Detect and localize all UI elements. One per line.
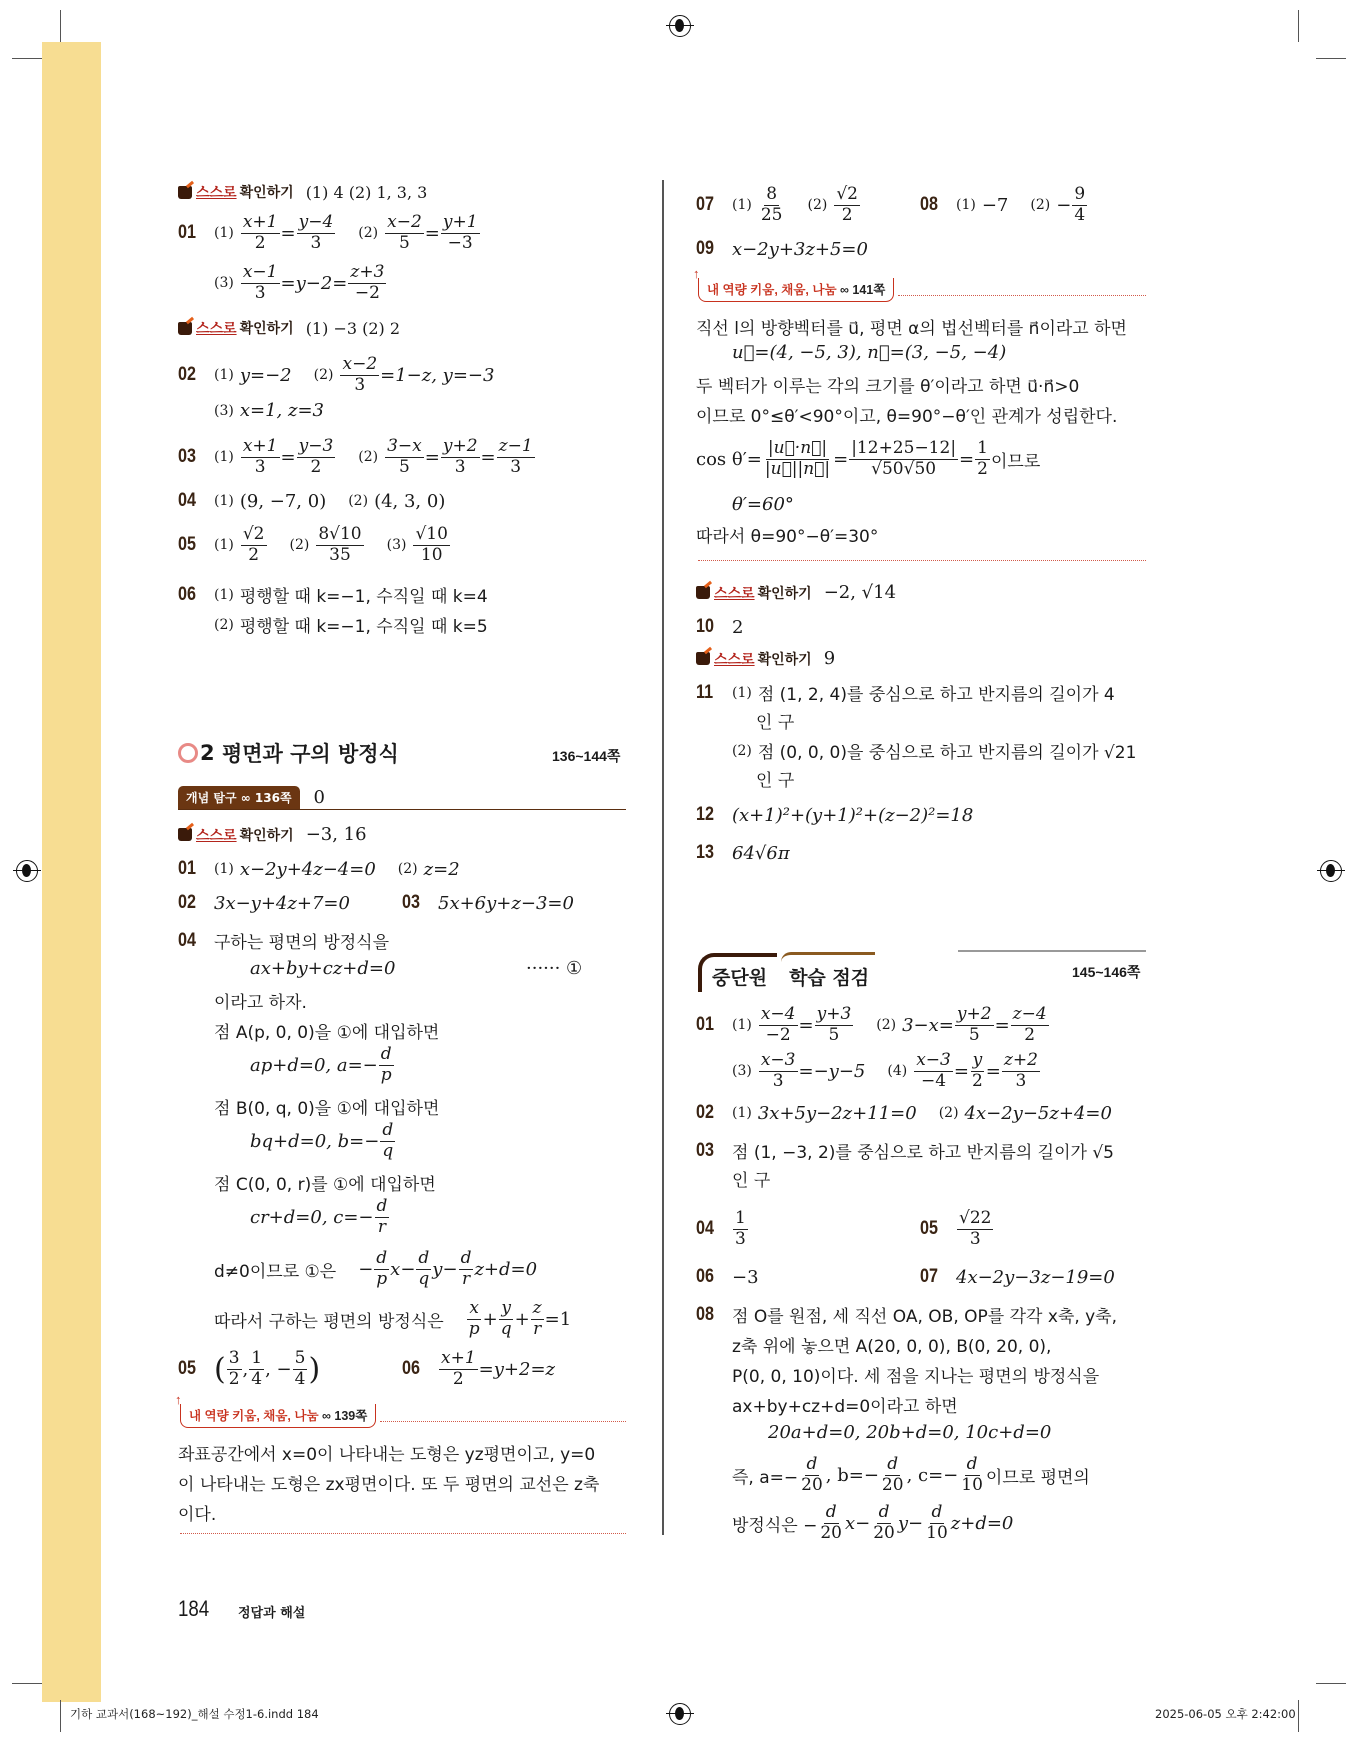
answer-s03: 03 5x+6y+z−3=0 (402, 892, 574, 914)
answer-02-part3: (3) x=1, z=3 (214, 400, 324, 421)
answer-s01: 01 (1) x−2y+4z−4=0 (2) z=2 (178, 858, 460, 880)
answer-08: 08 (1) −7 (2) − $\frac{9}{4}$ (920, 184, 1086, 225)
capability-tag: ↑ 내 역량 키움, 채움, 나눔 ∞ 139쪽 (180, 1404, 376, 1428)
crop-mark (1316, 58, 1346, 59)
crop-mark (12, 1683, 42, 1684)
self-check: 스스로 확인하기 9 (696, 648, 835, 669)
answer-r06: 06 −3 (696, 1266, 759, 1288)
answer-02: 02 (1) y=−2 (2) $\frac{x-2}{3}$ =1−z, y=−3 (178, 354, 495, 395)
answer-r08: 08 점 O를 원점, 세 직선 OA, OB, OP를 각각 x축, y축, (696, 1303, 1118, 1327)
registration-mark-icon (16, 860, 38, 882)
file-slug: 기하 교과서(168~192)_해설 수정1-6.indd 184 (70, 1707, 319, 1721)
margin-bar (42, 42, 101, 1702)
page-number: 184 (178, 1596, 210, 1621)
answer-09: 09 x−2y+3z+5=0 (696, 238, 868, 260)
registration-mark-icon (669, 15, 691, 37)
pencil-icon (178, 828, 192, 841)
crop-mark (1316, 1683, 1346, 1684)
crop-mark (12, 58, 42, 59)
pencil-icon (178, 322, 192, 335)
capability-box (180, 1404, 626, 1428)
concept-tag: 개념 탐구 ∞ 136쪽 (178, 786, 300, 809)
answer-r02: 02 (1) 3x+5y−2z+11=0 (2) 4x−2y−5z+4=0 (696, 1102, 1112, 1124)
footer-label: 정답과 해설 (238, 1606, 306, 1621)
answer-06: 06 (1) 평행할 때 k=−1, 수직일 때 k=4 (178, 583, 488, 607)
answer-01-part3: (3) $\frac{x-1}{3}$ =y−2= $\frac{z+3}{-2}$ (214, 262, 385, 303)
registration-mark-icon (669, 1703, 691, 1725)
answer-r01-part3: (3) $\frac{x-3}{3}$ =−y−5 (4) $\frac{x-3}{-4}$ = $\frac{y}{2}$ = $\frac{z+2}{3}$ (732, 1050, 1038, 1091)
pencil-icon (178, 186, 192, 199)
crop-mark (1298, 10, 1299, 42)
answer-03: 03 (1) $\frac{x+1}{3}$ = $\frac{y-3}{2}$ (2) $\frac{3-x}{5}$ = $\frac{y+2}{3}$ = $\frac{z-1}{3}$ (178, 436, 533, 477)
pencil-icon (696, 652, 710, 665)
answer-s02: 02 3x−y+4z+7=0 (178, 892, 350, 914)
timestamp-slug: 2025-06-05 오후 2:42:00 (1155, 1707, 1296, 1721)
concept-explore: 개념 탐구 ∞ 136쪽 0 (178, 786, 626, 810)
self-check-label: 스스로 확인하기 (178, 182, 294, 202)
self-check: 스스로 확인하기 (1) −3 (2) 2 (178, 318, 400, 338)
pencil-icon (696, 586, 710, 599)
review-pages: 145~146쪽 (1072, 964, 1141, 980)
crop-mark (1298, 1700, 1299, 1732)
circle-icon (178, 743, 198, 763)
answer-r04: 04 $\frac{1}{3}$ (696, 1208, 746, 1249)
section-pages: 136~144쪽 (552, 748, 621, 764)
answer-r07: 07 4x−2y−3z−19=0 (920, 1266, 1115, 1288)
crop-mark (60, 1700, 61, 1732)
review-title: 중단원 학습 점검 (698, 952, 875, 992)
answer-07: 07 (1) $\frac{8}{25}$ (2) $\frac{√2}{2}$ (696, 184, 858, 225)
column-divider (662, 180, 664, 1535)
answer-11: 11 (1) 점 (1, 2, 4)를 중심으로 하고 반지름의 길이가 4 (696, 681, 1115, 705)
registration-mark-icon (1320, 860, 1342, 882)
answer-12: 12 (x+1)²+(y+1)²+(z−2)²=18 (696, 804, 974, 826)
answer-04: 04 (1) (9, −7, 0) (2) (4, 3, 0) (178, 490, 446, 512)
answer-s04: 04 구하는 평면의 방정식을 (178, 929, 390, 953)
answer-r01: 01 (1) $\frac{x-4}{-2}$ = $\frac{y+3}{5}$ (2) 3−x= $\frac{y+2}{5}$ = $\frac{z-4}{2}$ (696, 1004, 1047, 1045)
self-check: 스스로 확인하기 −2, √14 (696, 582, 896, 603)
capability-box: ↑ 내 역량 키움, 채움, 나눔 ∞ 141쪽 (698, 278, 1146, 302)
self-check: 스스로 확인하기 (1) 4 (2) 1, 3, 3 (178, 182, 427, 202)
answer-06-part2: (2) 평행할 때 k=−1, 수직일 때 k=5 (214, 616, 488, 637)
answer-s06: 06 $\frac{x+1}{2}$ =y+2=z (402, 1348, 556, 1389)
answer-10: 10 2 (696, 616, 744, 638)
self-check: 스스로 확인하기 −3, 16 (178, 824, 367, 845)
answer-r03: 03 점 (1, −3, 2)를 중심으로 하고 반지름의 길이가 √5 (696, 1139, 1114, 1163)
answer-05: 05 (1) $\frac{√2}{2}$ (2) $\frac{8√10}{35}$ (3) $\frac{√10}{10}$ (178, 524, 448, 565)
answer-01: 01 (1) $\frac{x+1}{2}$ = $\frac{y-4}{3}$ (2) $\frac{x-2}{5}$ = $\frac{y+1}{-3}$ (178, 212, 478, 253)
crop-mark (60, 10, 61, 42)
answer-s05: 05 ( $\frac{3}{2}$ , $\frac{1}{4}$ , − $\frac{5}{4}$ ) (178, 1348, 321, 1389)
section-title: 2 평면과 구의 방정식 (178, 738, 399, 768)
answer-r05: 05 $\frac{√22}{3}$ (920, 1208, 992, 1249)
answer-13: 13 64√6π (696, 842, 790, 864)
